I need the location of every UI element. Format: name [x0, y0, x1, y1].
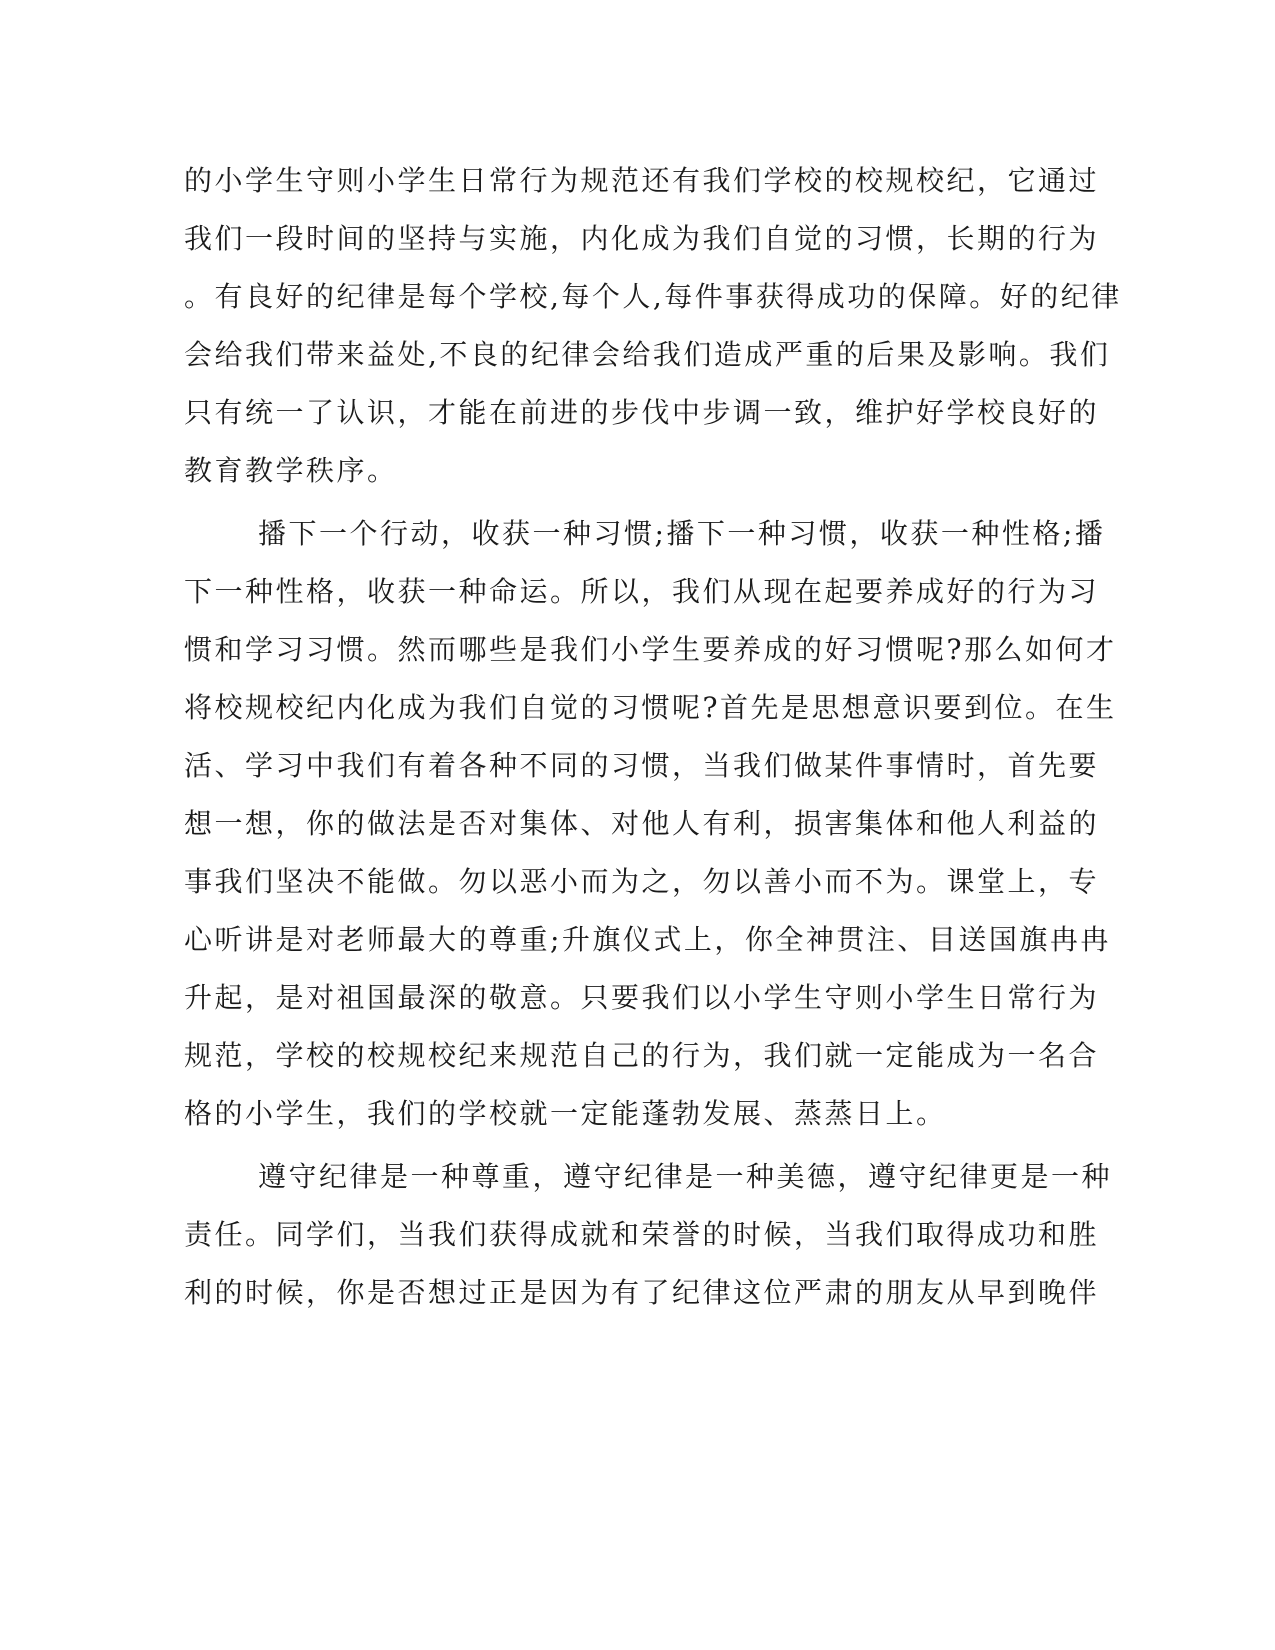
text-line: 只有统一了认识，才能在前进的步伐中步调一致，维护好学校良好的	[184, 396, 1100, 429]
text-line: 下一种性格，收获一种命运。所以，我们从现在起要养成好的行为习	[184, 575, 1100, 608]
text-line: 活、学习中我们有着各种不同的习惯，当我们做某件事情时，首先要	[184, 749, 1100, 782]
text-line: 的小学生守则小学生日常行为规范还有我们学校的校规校纪，它通过	[184, 164, 1100, 197]
text-line: 利的时候，你是否想过正是因为有了纪律这位严肃的朋友从早到晚伴	[184, 1276, 1100, 1309]
text-line: 格的小学生，我们的学校就一定能蓬勃发展、蒸蒸日上。	[184, 1097, 947, 1130]
text-line: 播下一个行动，收获一种习惯;播下一种习惯，收获一种性格;播	[258, 517, 1106, 550]
text-line: 事我们坚决不能做。勿以恶小而为之，勿以善小而不为。课堂上，专	[184, 865, 1100, 898]
text-line: 遵守纪律是一种尊重，遵守纪律是一种美德，遵守纪律更是一种	[258, 1160, 1113, 1193]
text-line: 心听讲是对老师最大的尊重;升旗仪式上，你全神贯注、目送国旗冉冉	[184, 923, 1111, 956]
text-line: 升起，是对祖国最深的敬意。只要我们以小学生守则小学生日常行为	[184, 981, 1100, 1014]
text-line: 会给我们带来益处,不良的纪律会给我们造成严重的后果及影响。我们	[184, 338, 1111, 371]
text-line: 。有良好的纪律是每个学校,每个人,每件事获得成功的保障。好的纪律	[184, 280, 1122, 313]
text-line: 将校规校纪内化成为我们自觉的习惯呢?首先是思想意识要到位。在生	[184, 691, 1117, 724]
text-line: 规范，学校的校规校纪来规范自己的行为，我们就一定能成为一名合	[184, 1039, 1100, 1072]
text-line: 教育教学秩序。	[184, 454, 398, 487]
text-line: 想一想，你的做法是否对集体、对他人有利，损害集体和他人利益的	[184, 807, 1100, 840]
text-line: 惯和学习习惯。然而哪些是我们小学生要养成的好习惯呢?那么如何才	[184, 633, 1117, 666]
text-line: 责任。同学们，当我们获得成就和荣誉的时候，当我们取得成功和胜	[184, 1218, 1100, 1251]
text-line: 我们一段时间的坚持与实施，内化成为我们自觉的习惯，长期的行为	[184, 222, 1100, 255]
